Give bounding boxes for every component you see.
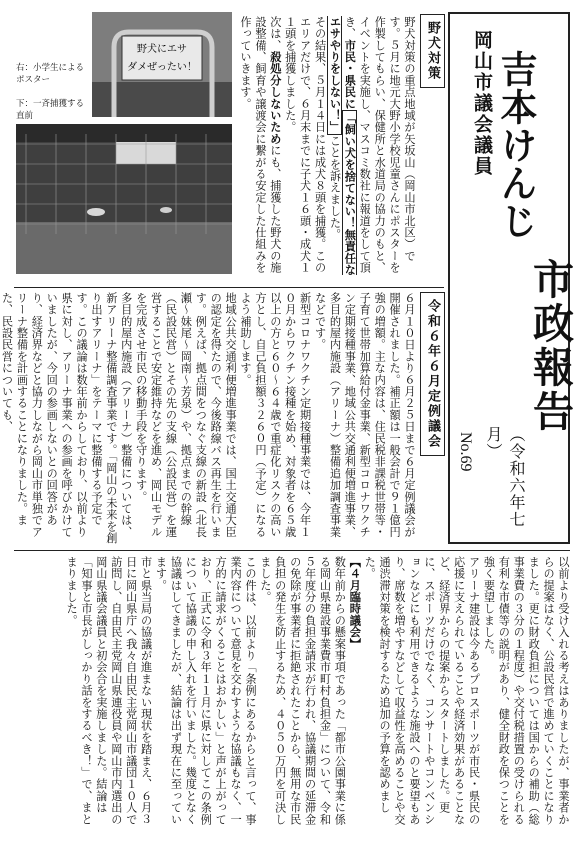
section-cont-body	[14, 556, 570, 834]
cont-subhead-april: 【４月臨時議会】	[348, 556, 362, 650]
capture-photo	[16, 124, 232, 274]
gikai-paragraph-1: ６月１０日より６月２５日まで６月定例議会が開催されました。補正額は一般会計で９１億円強の増額。主な内容は、住民税非課税世帯等・子育て世帯加算給付金事業、新型コロナワクチン定期接種事業、地域公共交通利便増進事業、多目的屋内施設（アリーナ）整備追加調査事業などです。	[313, 292, 416, 538]
masthead-subtitle: 岡山市議会議員	[471, 30, 493, 177]
poster-photo	[92, 12, 232, 117]
section-label-yaken: 野犬対策	[420, 14, 445, 88]
yaken-paragraph-2: その結果、５月１４日には成犬８頭を捕獲。このエリアだけで、６月末までに子犬１６頭・成犬１１頭を捕獲しました。	[283, 16, 327, 274]
capture-photo-image	[16, 124, 232, 274]
gikai-paragraph-3: 地域公共交通利便増進事業では、国土交通大臣の認定を得たので、今後路線バス再生を行います。例えば、拠点間をつなぐ支線の新設（北長瀬～妹尾～岡南～芳泉）や、拠点までの幹線（民設民営）とその先の支線（公設民営）を運営することで安定維持などを進め、岡山モデルを完成させ市民の移動手段を守ります。	[134, 292, 238, 538]
gikai-paragraph-2: 新型コロナワクチン定期接種事業では、今年１０月からワクチン接種を始め、対象者を６５歳以上の方と６０～６４歳で重症化リスクの高い方とし、自己負担額３２６０円（予定）になるよう補助します。	[239, 292, 312, 538]
section-label-gikai: 令和６年６月定例議会	[420, 292, 445, 456]
cont-paragraph-5: 市と県当局の協議が進まない現状を踏まえ、６月３日に岡山県庁へ我々自由民主党岡山市議団１０人で訪問し、自由民主党岡山県連役員や岡山市内選出の岡山県議会議員と初会合を実施しました。結論は「知事と市長がしっかり話をするべき！」で、まとまりました。	[65, 556, 153, 826]
yaken-paragraph-3-end: にも、捕獲した野犬の施設整備、飼育や譲渡会に繋がる安定した仕組みを作っていきます。	[239, 16, 282, 274]
masthead-name: 吉本けんじ	[494, 50, 538, 240]
gikai-paragraph-4: 多目的屋内施設（アリーナ）整備については、新アリーナ整備調査事業です。「岡山の未来を創り出すアリーナ」をテーマに整備する予定です。この議論は数年前からしており、以前より県に対し、アリーナ事業への参画を呼びかけていましたが、今回の参画しないとの回答があり、経済界などと協力しながら岡山市単独でアリーナ整備を計画することになりました。また、民設民営についても、	[0, 292, 133, 544]
yaken-bold-1: 市民・県民に	[343, 39, 357, 110]
caption-bottom: 下：一斉捕獲する 直前	[16, 99, 85, 121]
cont-paragraph-3: 数年前からの懸案事項であった「都市公園事業に係る岡山県建設事業費市町村負担金」について、令和５年度分の負担金請求が行われ、協議期間の延滞金の免除が事業者に拒絶されたことから、無用な市民負担の発生を防止するため、４０５０万円を可決しました。	[258, 556, 347, 826]
section-gikai-body	[0, 292, 416, 544]
cont-paragraph-1: 以前より受け入れる考えはありましたが、事業者からの提案はなく、公設民営で進めていくことになりました。更に財政負担については国からの補助（総事業費の３分の１程度）や交付税措置の受けられる有利な市債等の説明があり、健全財政を保つことを強く要望しました。	[482, 556, 570, 826]
yaken-boxed-appeal: 「飼い犬を捨てない！無責任なエサやりをしない！」	[328, 16, 357, 276]
yaken-paragraph-1-end: ことを訴えました。	[328, 135, 342, 241]
cont-paragraph-2: アリーナ建設は今あるプロスポーツが市民・県民の応援に支えられていることや経済効果があることなど、経済界からの提案からスタートしました。更に、スポーツだけでなく、コンサートやコンベンションなどにも利用できるような施設へのと要望もあり、席数を増やすなどして収益性を高めることや交通渋滞対策を検討するため追加の予算を認めました。	[363, 556, 481, 826]
divider-bottom	[14, 550, 570, 551]
poster-line-1: 野犬にエサ	[137, 44, 187, 55]
yaken-paragraph-1: 野犬対策の重点地域が矢坂山（岡山市北区）です。５月に地元大野小学校児童さんにポスターを作製してもらい、保健所と水道局の協力のもと、イベントを実施し、マスコミ数社に報道をして頂き、	[343, 16, 416, 274]
yaken-bold-3: 殺処分しないため	[268, 51, 282, 145]
issue-date: （令和六年七月）	[484, 426, 526, 528]
cont-paragraph-4: この件は、以前より「条例にあるからと言って、事業内容について意見を交わすような協議もなく、一方的に請求がくることはおかしい」と声が上がっており、正式に令和３年１１月に県に対してこの条例について協議の申し入れを行いました。幾度となく協議はしてきましたが、結論は出ず現在に至っています。	[154, 556, 257, 826]
poster-line-2: ダメぜったい！	[127, 62, 197, 73]
issue-number: No.69	[457, 432, 474, 472]
masthead-title: 市政報告	[526, 258, 574, 434]
yaken-paragraph-3-start: 次は、	[268, 16, 282, 52]
poster-photo-image	[92, 12, 232, 117]
masthead	[448, 12, 574, 544]
caption-right: 右：小学生による ポスター	[16, 63, 85, 85]
section-yaken-body	[238, 16, 416, 284]
divider-top	[14, 287, 444, 288]
